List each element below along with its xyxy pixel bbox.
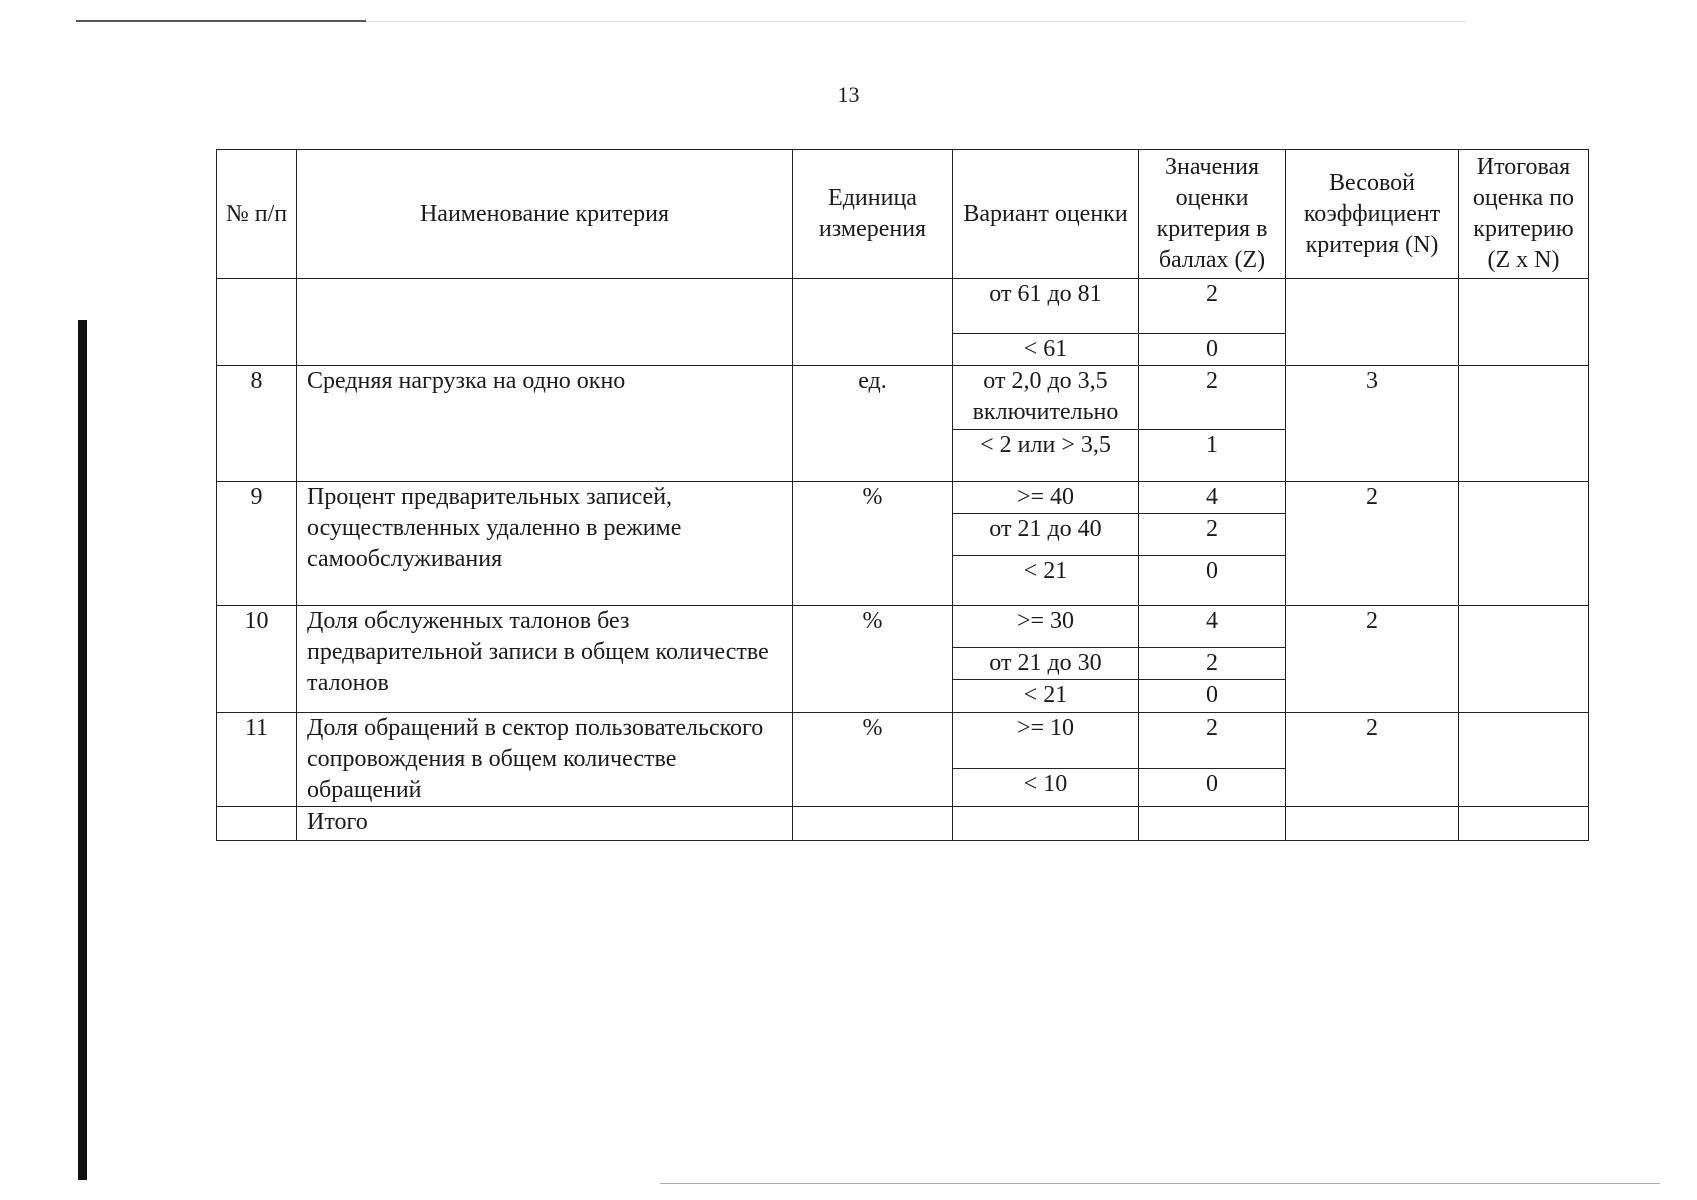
variant-cell: < 10 bbox=[953, 769, 1139, 807]
unit-cell: % bbox=[793, 482, 953, 606]
variant-cell: < 21 bbox=[953, 556, 1139, 606]
header-score: Значения оценки критерия в баллах (Z) bbox=[1139, 150, 1286, 279]
score-cell: 2 bbox=[1139, 366, 1286, 430]
variant-cell: от 61 до 81 bbox=[953, 279, 1139, 334]
total-weight-cell bbox=[1286, 807, 1459, 841]
weight-cell: 2 bbox=[1286, 713, 1459, 807]
criterion-name: Средняя нагрузка на одно окно bbox=[297, 366, 793, 482]
row-number: 9 bbox=[217, 482, 297, 606]
score-cell: 0 bbox=[1139, 556, 1286, 606]
table-row bbox=[217, 606, 1589, 648]
variant-cell: < 61 bbox=[953, 334, 1139, 366]
weight-cell bbox=[1286, 279, 1459, 366]
score-cell: 0 bbox=[1139, 769, 1286, 807]
score-cell: 4 bbox=[1139, 482, 1286, 514]
total-total-cell bbox=[1459, 807, 1589, 841]
page-number: 13 bbox=[837, 82, 860, 107]
header-num: № п/п bbox=[217, 150, 297, 279]
total-num-cell bbox=[217, 807, 297, 841]
unit-cell: % bbox=[793, 713, 953, 807]
top-rule-faint bbox=[366, 21, 1466, 22]
cont-num-cell bbox=[217, 279, 297, 366]
criterion-name: Доля обслуженных талонов без предварительной записи в общем количестве талонов bbox=[297, 606, 793, 713]
top-rule bbox=[76, 20, 366, 22]
score-cell: 0 bbox=[1139, 334, 1286, 366]
variant-cell: от 21 до 40 bbox=[953, 514, 1139, 556]
table-row bbox=[217, 482, 1589, 514]
total-label: Итого bbox=[297, 807, 793, 841]
variant-cell: < 2 или > 3,5 bbox=[953, 430, 1139, 482]
total-variant-cell bbox=[953, 807, 1139, 841]
total-cell bbox=[1459, 279, 1589, 366]
score-cell: 2 bbox=[1139, 648, 1286, 680]
total-score-cell bbox=[1139, 807, 1286, 841]
weight-cell: 3 bbox=[1286, 366, 1459, 482]
total-unit-cell bbox=[793, 807, 953, 841]
criteria-table bbox=[216, 149, 1589, 841]
weight-cell: 2 bbox=[1286, 482, 1459, 606]
cont-unit-cell bbox=[793, 279, 953, 366]
total-cell bbox=[1459, 482, 1589, 606]
variant-cell: < 21 bbox=[953, 680, 1139, 713]
row-number: 11 bbox=[217, 713, 297, 807]
variant-cell: >= 40 bbox=[953, 482, 1139, 514]
row-number: 10 bbox=[217, 606, 297, 713]
score-cell: 2 bbox=[1139, 514, 1286, 556]
score-cell: 2 bbox=[1139, 713, 1286, 769]
total-row bbox=[217, 807, 1589, 841]
header-name: Наименование критерия bbox=[297, 150, 793, 279]
header-total: Итоговая оценка по критерию (Z x N) bbox=[1459, 150, 1589, 279]
table-row bbox=[217, 713, 1589, 769]
score-cell: 1 bbox=[1139, 430, 1286, 482]
header-variant: Вариант оценки bbox=[953, 150, 1139, 279]
scan-edge-bar bbox=[78, 320, 87, 1180]
table-row bbox=[217, 279, 1589, 334]
criterion-name: Процент предварительных записей, осуществленных удаленно в режиме самообслуживания bbox=[297, 482, 793, 606]
total-cell bbox=[1459, 606, 1589, 713]
variant-cell: >= 30 bbox=[953, 606, 1139, 648]
weight-cell: 2 bbox=[1286, 606, 1459, 713]
row-number: 8 bbox=[217, 366, 297, 482]
variant-cell: от 2,0 до 3,5 включительно bbox=[953, 366, 1139, 430]
cont-name-cell bbox=[297, 279, 793, 366]
criterion-name: Доля обращений в сектор пользовательского сопровождения в общем количестве обращений bbox=[297, 713, 793, 807]
score-cell: 4 bbox=[1139, 606, 1286, 648]
bottom-rule bbox=[660, 1183, 1660, 1184]
header-unit: Единица измерения bbox=[793, 150, 953, 279]
header-row bbox=[217, 150, 1589, 279]
total-cell bbox=[1459, 713, 1589, 807]
variant-cell: от 21 до 30 bbox=[953, 648, 1139, 680]
table-row bbox=[217, 366, 1589, 430]
variant-cell: >= 10 bbox=[953, 713, 1139, 769]
total-cell bbox=[1459, 366, 1589, 482]
score-cell: 2 bbox=[1139, 279, 1286, 334]
score-cell: 0 bbox=[1139, 680, 1286, 713]
unit-cell: ед. bbox=[793, 366, 953, 482]
header-weight: Весовой коэффициент критерия (N) bbox=[1286, 150, 1459, 279]
unit-cell: % bbox=[793, 606, 953, 713]
